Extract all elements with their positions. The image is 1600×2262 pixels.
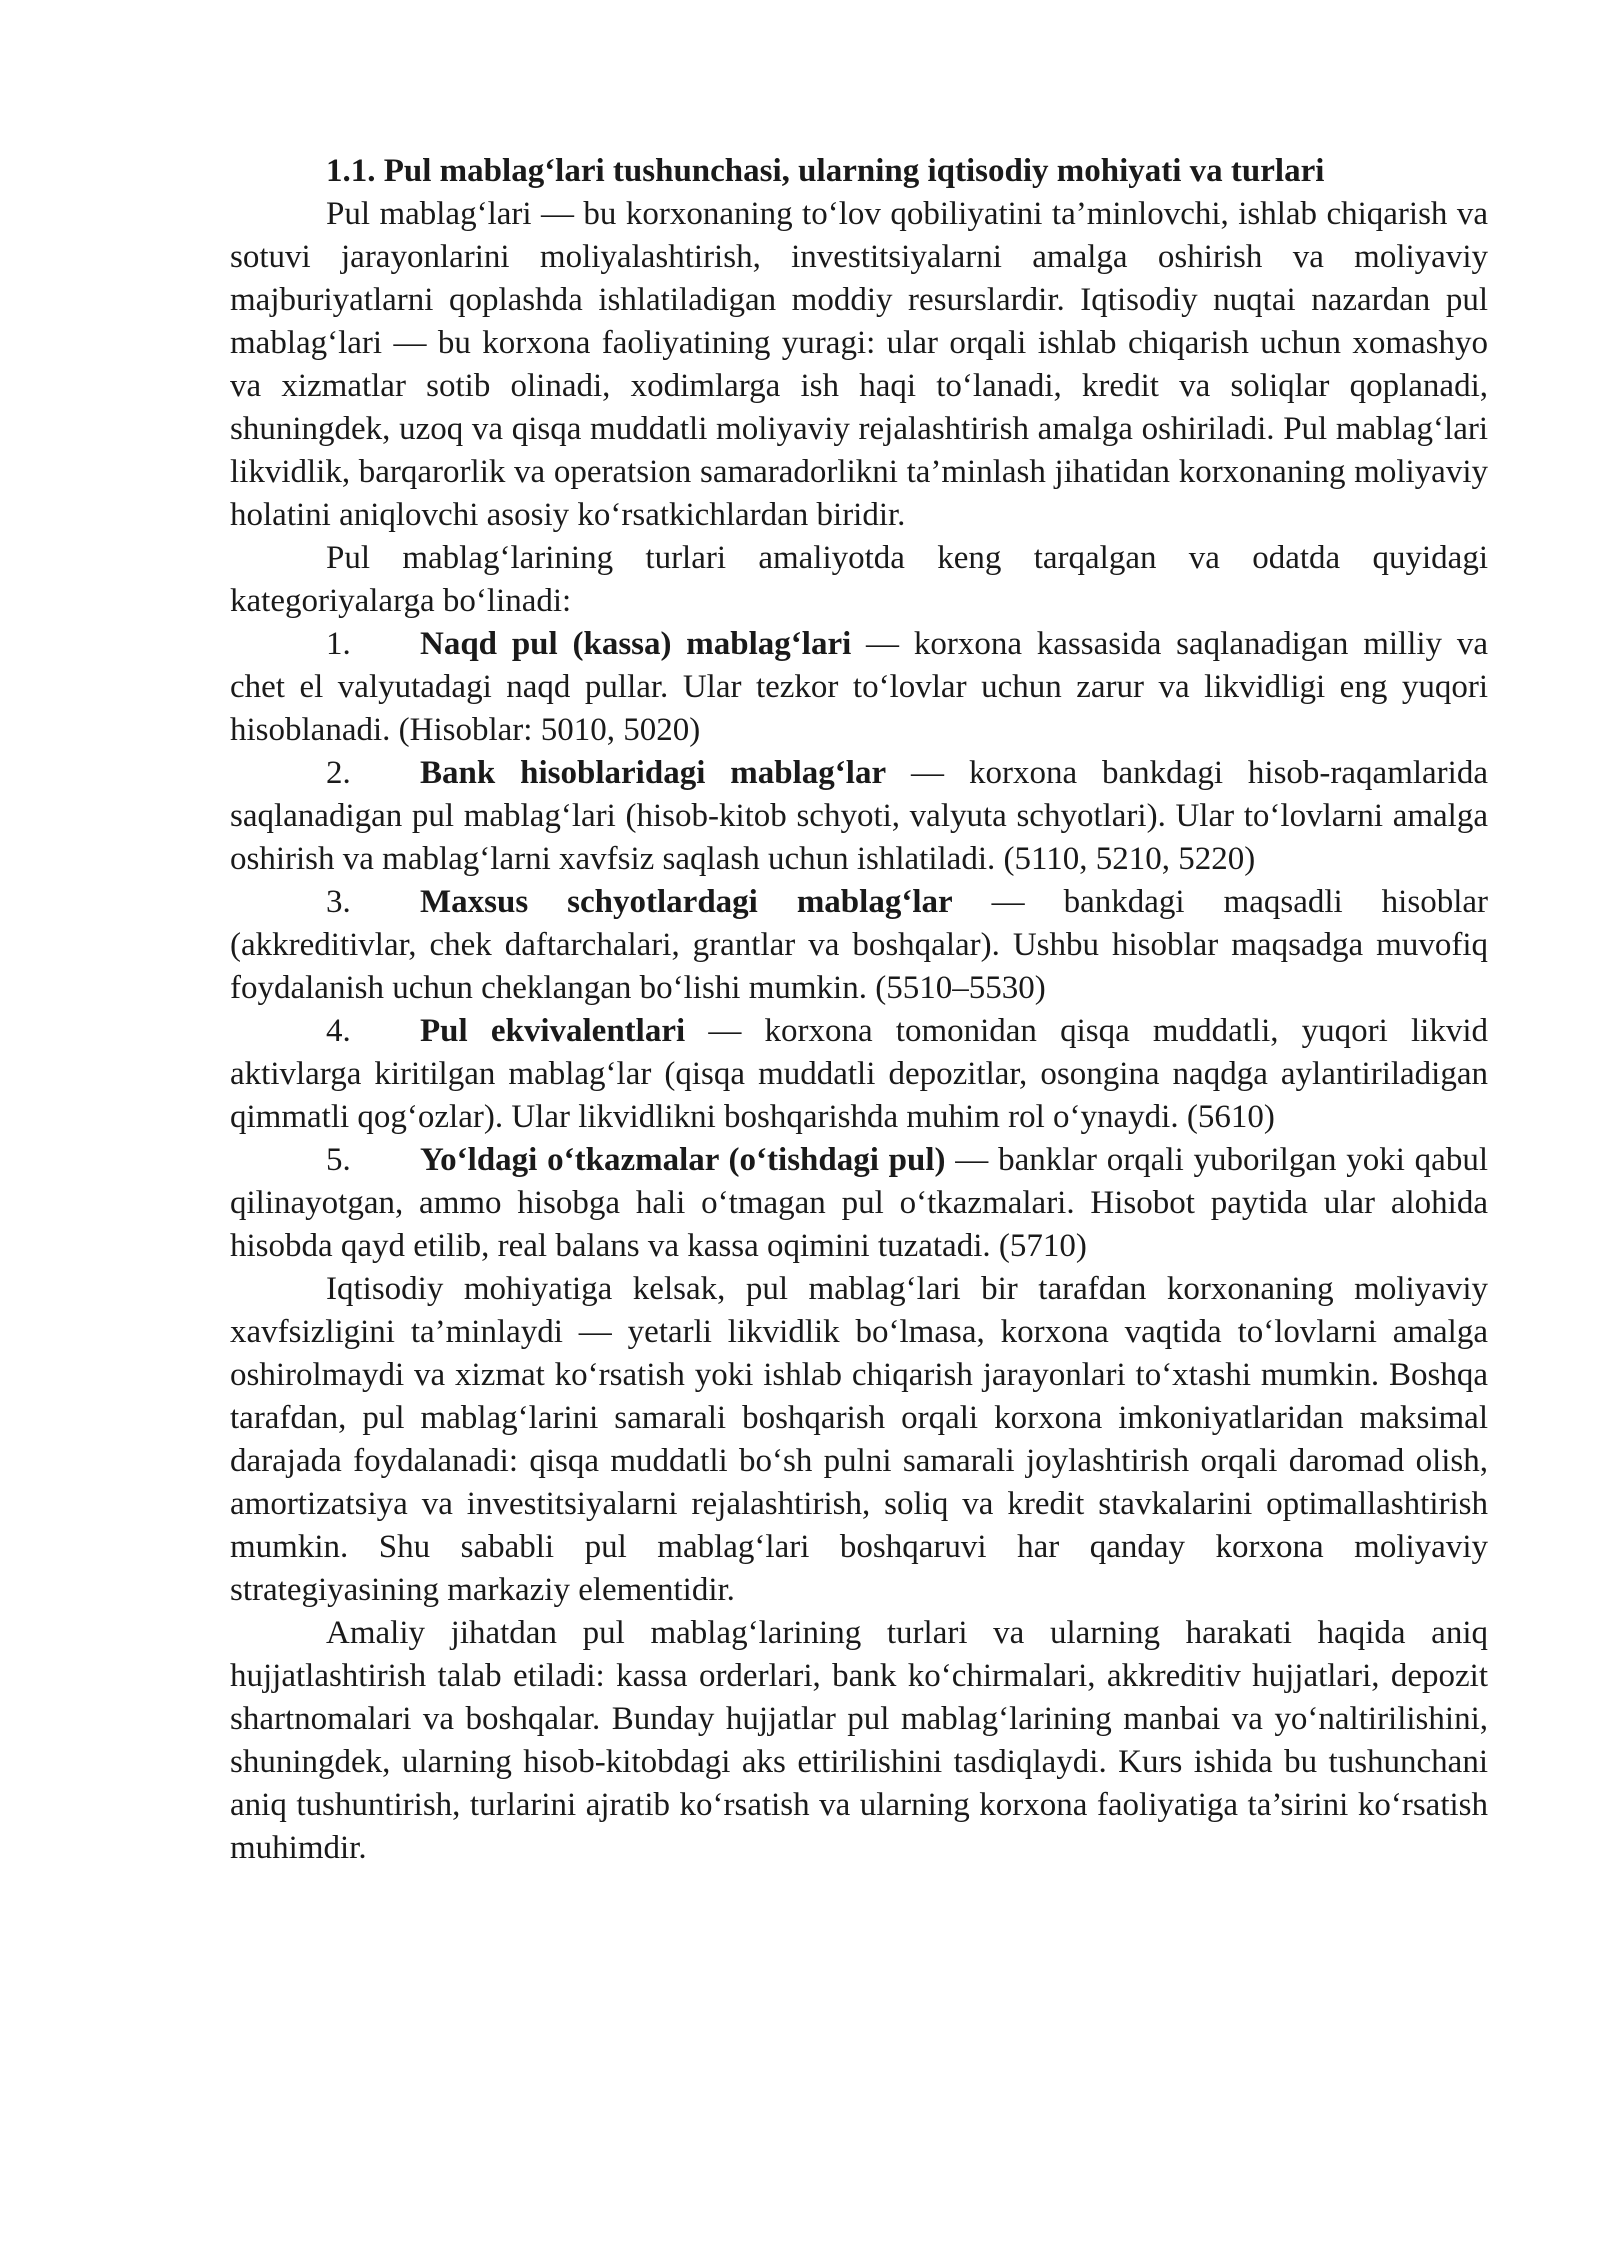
section-heading: 1.1. Pul mablag‘lari tushunchasi, ularning iqtisodiy mohiyati va turlari	[326, 153, 1325, 189]
list-item-term: Bank hisoblaridagi mablag‘lar	[420, 755, 887, 791]
list-item-term: Naqd pul (kassa) mablag‘lari	[420, 626, 852, 662]
document-page	[230, 150, 1488, 1870]
list-item	[230, 623, 1488, 752]
list-item-term: Maxsus schyotlardagi mablag‘lar	[420, 884, 953, 920]
list-item-text: — korxona kassasida saqlanadigan milliy va chet el valyutadagi naqd pullar. Ular tezkor to‘lovlar uchun zarur va likvidligi eng yuqori hisoblanadi. (Hisoblar: 5010, 5020)	[230, 626, 1488, 748]
list-item	[230, 1010, 1488, 1139]
list-item	[230, 1139, 1488, 1268]
paragraph-economic-essence: Iqtisodiy mohiyatiga kelsak, pul mablag‘lari bir tarafdan korxonaning moliyaviy xavfsizligini ta’minlaydi — yetarli likvidlik bo‘lmasa, korxona vaqtida to‘lovlarni amalga oshirolmaydi va xizmat ko‘rsatish yoki ishlab chiqarish jarayonlari to‘xtashi mumkin. Boshqa tarafdan, pul mablag‘larini samarali boshqarish orqali korxona imkoniyatlaridan maksimal darajada foydalanadi: qisqa muddatli bo‘sh pulni samarali joylashtirish orqali daromad olish, amortizatsiya va investitsiyalarni rejalashtirish, soliq va kredit stavkalarini optimallashtirish mumkin. Shu sababli pul mablag‘lari boshqaruvi har qanday korxona moliyaviy strategiyasining markaziy elementidir.	[230, 1271, 1488, 1608]
list-item-number: 3.	[326, 884, 351, 920]
list-item-text: — korxona bankdagi hisob-raqamlarida saqlanadigan pul mablag‘lari (hisob-kitob schyoti, valyuta schyotlari). Ular to‘lovlarni amalga oshirish va mablag‘larni xavfsiz saqlash uchun ishlatiladi. (5110, 5210, 5220)	[230, 755, 1488, 877]
list-item-text: — bankdagi maqsadli hisoblar (akkreditivlar, chek daftarchalari, grantlar va boshqalar). Ushbu hisoblar maqsadga muvofiq foydalanish uchun cheklangan bo‘lishi mumkin. (5510–5530)	[230, 884, 1488, 1006]
list-item-term: Yo‘ldagi o‘tkazmalar (o‘tishdagi pul)	[420, 1142, 946, 1178]
paragraph-documentation: Amaliy jihatdan pul mablag‘larining turlari va ularning harakati haqida aniq hujjatlashtirish talab etiladi: kassa orderlari, bank ko‘chirmalari, akkreditiv hujjatlari, depozit shartnomalari va boshqalar. Bunday hujjatlar pul mablag‘larining manbai va yo‘naltirilishini, shuningdek, ularning hisob-kitobdagi aks ettirilishini tasdiqlaydi. Kurs ishida bu tushunchani aniq tushuntirish, turlarini ajratib ko‘rsatish va ularning korxona faoliyatiga ta’sirini ko‘rsatish muhimdir.	[230, 1615, 1488, 1866]
list-item-number: 4.	[326, 1013, 351, 1049]
paragraph-types-intro: Pul mablag‘larining turlari amaliyotda keng tarqalgan va odatda quyidagi kategoriyalarga bo‘linadi:	[230, 540, 1488, 619]
list-item-number: 2.	[326, 755, 351, 791]
list-item-term: Pul ekvivalentlari	[420, 1013, 686, 1049]
list-item-text: — korxona tomonidan qisqa muddatli, yuqori likvid aktivlarga kiritilgan mablag‘lar (qisqa muddatli depozitlar, osongina naqdga aylantiriladigan qimmatli qog‘ozlar). Ular likvidlikni boshqarishda muhim rol o‘ynaydi. (5610)	[230, 1013, 1488, 1135]
list-item	[230, 752, 1488, 881]
list-item-number: 5.	[326, 1142, 351, 1178]
list-item-number: 1.	[326, 626, 351, 662]
paragraph-definition: Pul mablag‘lari — bu korxonaning to‘lov qobiliyatini ta’minlovchi, ishlab chiqarish va sotuvi jarayonlarini moliyalashtirish, investitsiyalarni amalga oshirish va moliyaviy majburiyatlarni qoplashda ishlatiladigan moddiy resurslardir. Iqtisodiy nuqtai nazardan pul mablag‘lari — bu korxona faoliyatining yuragi: ular orqali ishlab chiqarish uchun xomashyo va xizmatlar sotib olinadi, xodimlarga ish haqi to‘lanadi, kredit va soliqlar qoplanadi, shuningdek, uzoq va qisqa muddatli moliyaviy rejalashtirish amalga oshiriladi. Pul mablag‘lari likvidlik, barqarorlik va operatsion samaradorlikni ta’minlash jihatidan korxonaning moliyaviy holatini aniqlovchi asosiy ko‘rsatkichlardan biridir.	[230, 196, 1488, 533]
list-item	[230, 881, 1488, 1010]
list-item-text: — banklar orqali yuborilgan yoki qabul qilinayotgan, ammo hisobga hali o‘tmagan pul o‘tkazmalari. Hisobot paytida ular alohida hisobda qayd etilib, real balans va kassa oqimini tuzatadi. (5710)	[230, 1142, 1488, 1264]
